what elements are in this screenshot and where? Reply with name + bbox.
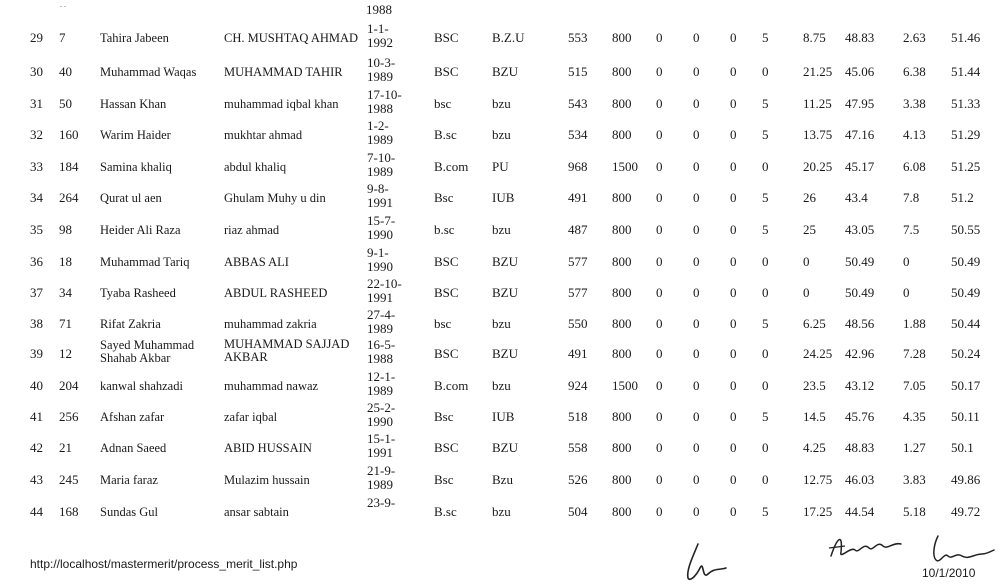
cell-merit: 51.2 (951, 190, 974, 205)
cell-degree: BSC (434, 64, 459, 79)
cell-father: Mulazim hussain (224, 473, 310, 487)
table-row (0, 119, 1000, 150)
cell-name: Sayed Muhammad Shahab Akbar (100, 338, 195, 365)
cell-university: bzu (492, 96, 511, 111)
cell-w-1: 0 (803, 285, 810, 300)
table-row (0, 496, 1000, 527)
cell-m-1: 0 (656, 222, 663, 237)
cell-dob: 16-5-1988 (367, 337, 396, 366)
cell-father: MUHAMMAD SAJJAD AKBAR (224, 337, 350, 364)
cell-w-3: 5.18 (903, 504, 926, 519)
cell-w-3: 0 (903, 285, 910, 300)
cell-merit: 51.44 (951, 64, 981, 79)
cell-w-1: 4.25 (803, 440, 826, 455)
cell-dob: 12-1-1989 (367, 369, 396, 398)
cell-obtained: 487 (568, 222, 588, 237)
cell-m-2: 0 (693, 316, 700, 331)
cell-w-2: 42.96 (845, 346, 875, 361)
cell-w-2: 50.49 (845, 254, 875, 269)
cell-dob: 23-9- (367, 495, 396, 510)
cell-father: abdul khaliq (224, 160, 287, 174)
cell-m-1: 0 (656, 472, 663, 487)
cell-total: 800 (612, 64, 632, 79)
cell-m-3: 0 (730, 378, 737, 393)
cell-w-2: 46.03 (845, 472, 875, 487)
cell-m-3: 0 (730, 254, 737, 269)
cell-m-1: 0 (656, 64, 663, 79)
cell-name: Afshan zafar (100, 410, 165, 424)
cell-w-1: 17.25 (803, 504, 833, 519)
cell-m-3: 0 (730, 222, 737, 237)
cell-obtained: 968 (568, 159, 588, 174)
cell-m-4: 0 (762, 285, 769, 300)
cell-w-1: 13.75 (803, 127, 833, 142)
cell-m-1: 0 (656, 96, 663, 111)
cell-m-2: 0 (693, 96, 700, 111)
cell-name: kanwal shahzadi (100, 379, 183, 393)
cell-w-1: 14.5 (803, 409, 826, 424)
cell-sno: 44 (30, 504, 43, 519)
cell-dob: 22-10-1991 (367, 276, 402, 305)
cell-obtained: 504 (568, 504, 588, 519)
cell-m-2: 0 (693, 285, 700, 300)
cell-obtained: 924 (568, 378, 588, 393)
cell-merit: 50.1 (951, 440, 974, 455)
cell-university: bzu (492, 316, 511, 331)
cell-m-2: 0 (693, 254, 700, 269)
cell-degree: B.com (434, 159, 469, 174)
cell-rank: 71 (59, 316, 72, 331)
cell-m-2: 0 (693, 504, 700, 519)
cell-university: B.Z.U (492, 30, 525, 45)
cell-obtained: 543 (568, 96, 588, 111)
table-row (0, 182, 1000, 213)
cell-w-3: 2.63 (903, 30, 926, 45)
cell-rank: 18 (59, 254, 72, 269)
table-row (0, 338, 1000, 369)
cell-m-2: 0 (693, 346, 700, 361)
cell-dob: 17-10-1988 (367, 87, 402, 116)
cell-total: 800 (612, 285, 632, 300)
cell-sno: 41 (30, 409, 43, 424)
cell-merit: 51.46 (951, 30, 981, 45)
cell-m-2: 0 (693, 378, 700, 393)
cell-total: 800 (612, 190, 632, 205)
cell-degree: BSC (434, 30, 459, 45)
cell-m-3: 0 (730, 127, 737, 142)
cell-w-1: 21.25 (803, 64, 833, 79)
cell-merit: 51.25 (951, 159, 981, 174)
cell-university: BZU (492, 64, 518, 79)
cell-merit: 51.33 (951, 96, 981, 111)
cell-name: Warim Haider (100, 128, 171, 142)
cell-sno: 40 (30, 378, 43, 393)
cell-dob: 1-1-1992 (367, 21, 393, 50)
cell-merit: 49.86 (951, 472, 981, 487)
cell-total: 800 (612, 504, 632, 519)
cell-m-4: 5 (762, 190, 769, 205)
cell-obtained: 515 (568, 64, 588, 79)
cell-obtained: 577 (568, 254, 588, 269)
cell-w-3: 7.5 (903, 222, 920, 237)
cell-name: Muhammad Waqas (100, 65, 197, 79)
cell-w-1: 11.25 (803, 96, 832, 111)
cell-sno: 31 (30, 96, 43, 111)
cell-w-3: 7.28 (903, 346, 926, 361)
cell-name: Adnan Saeed (100, 441, 167, 455)
cell-obtained: 534 (568, 127, 588, 142)
cell-university: BZU (492, 285, 518, 300)
cell-w-2: 48.56 (845, 316, 875, 331)
table-row (0, 214, 1000, 245)
cell-m-4: 0 (762, 472, 769, 487)
cell-degree: B.com (434, 378, 469, 393)
cell-total: 800 (612, 472, 632, 487)
cell-rank: 12 (59, 346, 72, 361)
cell-w-1: 23.5 (803, 378, 826, 393)
table-row (0, 464, 1000, 495)
cell-obtained: 553 (568, 30, 588, 45)
cell-degree: b.sc (434, 222, 455, 237)
cell-degree: Bsc (434, 409, 454, 424)
cell-sno: 38 (30, 316, 43, 331)
table-row (0, 151, 1000, 182)
cell-name: Maria faraz (100, 473, 158, 487)
cell-w-3: 3.83 (903, 472, 926, 487)
cell-university: bzu (492, 222, 511, 237)
table-row (0, 246, 1000, 277)
cell-degree: BSC (434, 254, 459, 269)
cell-m-1: 0 (656, 254, 663, 269)
cell-father: ABDUL RASHEED (224, 286, 328, 300)
cell-total: 800 (612, 316, 632, 331)
cell-merit: 50.49 (951, 285, 981, 300)
cell-dob: 9-1-1990 (367, 245, 393, 274)
cell-m-3: 0 (730, 285, 737, 300)
cell-merit: 50.17 (951, 378, 981, 393)
cell-rank: 40 (59, 64, 72, 79)
cell-obtained: 491 (568, 190, 588, 205)
cell-obtained: 526 (568, 472, 588, 487)
cell-w-2: 43.4 (845, 190, 868, 205)
cell-father: muhammad zakria (224, 317, 317, 331)
cell-sno: 36 (30, 254, 43, 269)
cell-m-2: 0 (693, 64, 700, 79)
cell-merit: 49.72 (951, 504, 981, 519)
cell-m-1: 0 (656, 30, 663, 45)
cell-father: mukhtar ahmad (224, 128, 303, 142)
cell-w-2: 45.17 (845, 159, 875, 174)
cell-rank: 204 (59, 378, 79, 393)
table-row (0, 432, 1000, 463)
cell-m-3: 0 (730, 346, 737, 361)
cell-father: ABBAS ALI (224, 255, 289, 269)
cell-obtained: 491 (568, 346, 588, 361)
cell-degree: Bsc (434, 472, 454, 487)
cell-merit: 50.24 (951, 346, 981, 361)
cell-total: 800 (612, 254, 632, 269)
cell-m-2: 0 (693, 472, 700, 487)
cell-obtained: 518 (568, 409, 588, 424)
cell-m-1: 0 (656, 409, 663, 424)
cell-w-3: 0 (903, 254, 910, 269)
signature-right (922, 532, 997, 568)
cell-m-4: 5 (762, 316, 769, 331)
cell-w-1: 24.25 (803, 346, 833, 361)
cell-obtained: 577 (568, 285, 588, 300)
cell-m-3: 0 (730, 30, 737, 45)
cell-m-4: 5 (762, 96, 769, 111)
cell-dob: 27-4-1989 (367, 307, 396, 336)
cell-dob: 15-1-1991 (367, 431, 396, 460)
cell-m-1: 0 (656, 190, 663, 205)
cell-name: Samina khaliq (100, 160, 172, 174)
cell-m-1: 0 (656, 378, 663, 393)
cell-father: CH. MUSHTAQ AHMAD (224, 31, 359, 45)
cell-w-1: 8.75 (803, 30, 826, 45)
table-row (0, 308, 1000, 339)
cell-obtained: 558 (568, 440, 588, 455)
print-date: 10/1/2010 (922, 566, 976, 580)
cell-father: Ghulam Muhy u din (224, 191, 326, 205)
cell-total: 1500 (612, 159, 638, 174)
cell-m-3: 0 (730, 409, 737, 424)
cell-father: ABID HUSSAIN (224, 441, 312, 455)
cell-dob: 10-3-1989 (367, 55, 396, 84)
cell-merit: 50.11 (951, 409, 980, 424)
cell-rank: 50 (59, 96, 72, 111)
cell-w-1: 12.75 (803, 472, 833, 487)
cell-dob: 21-9-1989 (367, 463, 396, 492)
cell-w-2: 47.16 (845, 127, 875, 142)
cell-m-3: 0 (730, 159, 737, 174)
cell-father: ansar sabtain (224, 505, 289, 519)
cell-degree: BSC (434, 285, 459, 300)
cell-m-3: 0 (730, 64, 737, 79)
cell-m-4: 5 (762, 222, 769, 237)
cell-m-4: 0 (762, 378, 769, 393)
cell-m-2: 0 (693, 127, 700, 142)
cell-m-3: 0 (730, 504, 737, 519)
cell-w-3: 6.08 (903, 159, 926, 174)
cell-name: Tyaba Rasheed (100, 286, 176, 300)
cell-sno: 43 (30, 472, 43, 487)
cell-w-2: 45.76 (845, 409, 875, 424)
cell-m-3: 0 (730, 96, 737, 111)
cell-w-1: 25 (803, 222, 816, 237)
cell-merit: 51.29 (951, 127, 981, 142)
cell-total: 800 (612, 440, 632, 455)
table-row (0, 370, 1000, 401)
cell-w-2: 50.49 (845, 285, 875, 300)
cell-dob: 9-8-1991 (367, 181, 393, 210)
cell-m-2: 0 (693, 30, 700, 45)
cell-w-3: 3.38 (903, 96, 926, 111)
cell-university: BZU (492, 346, 518, 361)
cell-sno: 42 (30, 440, 43, 455)
cell-m-2: 0 (693, 409, 700, 424)
signature-middle (825, 526, 910, 566)
cell-total: 800 (612, 96, 632, 111)
cell-father: riaz ahmad (224, 223, 280, 237)
table-row (0, 56, 1000, 87)
cell-m-1: 0 (656, 285, 663, 300)
table-row (0, 88, 1000, 119)
cell-w-2: 48.83 (845, 30, 875, 45)
page-url: http://localhost/mastermerit/process_merit_list.php (30, 557, 298, 571)
cell-sno: 30 (30, 64, 43, 79)
cell-university: BZU (492, 254, 518, 269)
cell-merit: 50.44 (951, 316, 981, 331)
cell-m-4: 5 (762, 409, 769, 424)
cell-name: Rifat Zakria (100, 317, 161, 331)
cell-university: BZU (492, 440, 518, 455)
cell-m-4: 0 (762, 440, 769, 455)
cell-m-4: 5 (762, 127, 769, 142)
cell-m-1: 0 (656, 127, 663, 142)
cell-total: 800 (612, 409, 632, 424)
cell-dob: 15-7-1990 (367, 213, 396, 242)
cell-rank: 98 (59, 222, 72, 237)
cell-sno: 33 (30, 159, 43, 174)
cell-name: Sundas Gul (100, 505, 158, 519)
cell-degree: B.sc (434, 127, 457, 142)
scan-specks: . . (60, 0, 66, 9)
cell-merit: 50.55 (951, 222, 981, 237)
cell-m-2: 0 (693, 222, 700, 237)
cell-w-1: 26 (803, 190, 816, 205)
cell-rank: 21 (59, 440, 72, 455)
cell-m-3: 0 (730, 190, 737, 205)
cell-m-3: 0 (730, 440, 737, 455)
cell-sno: 32 (30, 127, 43, 142)
cell-sno: 34 (30, 190, 43, 205)
cell-university: bzu (492, 127, 511, 142)
cell-father: zafar iqbal (224, 410, 278, 424)
cell-university: IUB (492, 409, 515, 424)
cell-m-2: 0 (693, 159, 700, 174)
cell-rank: 184 (59, 159, 79, 174)
cell-dob: 7-10-1989 (367, 150, 396, 179)
cell-w-2: 48.83 (845, 440, 875, 455)
cell-w-3: 1.88 (903, 316, 926, 331)
cell-m-4: 5 (762, 504, 769, 519)
cell-w-2: 43.05 (845, 222, 875, 237)
cell-m-1: 0 (656, 440, 663, 455)
cell-total: 800 (612, 30, 632, 45)
cell-rank: 34 (59, 285, 72, 300)
cell-m-4: 0 (762, 346, 769, 361)
cell-degree: bsc (434, 316, 452, 331)
cell-w-3: 1.27 (903, 440, 926, 455)
cell-total: 800 (612, 127, 632, 142)
cell-m-1: 0 (656, 159, 663, 174)
cell-sno: 39 (30, 346, 43, 361)
cell-university: Bzu (492, 472, 513, 487)
cell-university: IUB (492, 190, 515, 205)
cell-rank: 264 (59, 190, 79, 205)
cell-university: bzu (492, 504, 511, 519)
cell-w-3: 6.38 (903, 64, 926, 79)
cell-m-4: 0 (762, 64, 769, 79)
cell-w-2: 45.06 (845, 64, 875, 79)
cell-m-3: 0 (730, 472, 737, 487)
cell-w-3: 4.13 (903, 127, 926, 142)
cell-degree: B.sc (434, 504, 457, 519)
cell-m-2: 0 (693, 440, 700, 455)
cell-father: muhammad nawaz (224, 379, 319, 393)
cell-m-3: 0 (730, 316, 737, 331)
cell-rank: 7 (59, 30, 66, 45)
cell-sno: 35 (30, 222, 43, 237)
cell-rank: 168 (59, 504, 79, 519)
cell-name: Hassan Khan (100, 97, 167, 111)
cell-m-4: 0 (762, 254, 769, 269)
cell-total: 800 (612, 346, 632, 361)
cell-rank: 160 (59, 127, 79, 142)
cell-w-1: 6.25 (803, 316, 826, 331)
cell-w-3: 7.05 (903, 378, 926, 393)
cell-w-1: 0 (803, 254, 810, 269)
cell-m-1: 0 (656, 316, 663, 331)
cell-father: MUHAMMAD TAHIR (224, 65, 343, 79)
cell-m-1: 0 (656, 504, 663, 519)
cell-name: Qurat ul aen (100, 191, 162, 205)
cell-m-4: 5 (762, 30, 769, 45)
cell-rank: 256 (59, 409, 79, 424)
cell-w-1: 20.25 (803, 159, 833, 174)
cell-m-1: 0 (656, 346, 663, 361)
table-row (0, 22, 1000, 53)
signature-left (680, 540, 740, 584)
cell-w-3: 7.8 (903, 190, 920, 205)
cell-w-2: 43.12 (845, 378, 875, 393)
cell-w-2: 44.54 (845, 504, 875, 519)
table-row (0, 277, 1000, 308)
cell-m-4: 0 (762, 159, 769, 174)
cell-university: bzu (492, 378, 511, 393)
cell-total: 800 (612, 222, 632, 237)
cell-sno: 29 (30, 30, 43, 45)
cell-merit: 50.49 (951, 254, 981, 269)
cell-father: muhammad iqbal khan (224, 97, 339, 111)
cell-total: 1500 (612, 378, 638, 393)
cell-rank: 245 (59, 472, 79, 487)
cell-degree: bsc (434, 96, 452, 111)
cell-dob: 25-2-1990 (367, 400, 396, 429)
cell-degree: Bsc (434, 190, 454, 205)
cell-sno: 37 (30, 285, 43, 300)
carryover-date: 1988 (366, 2, 392, 17)
cell-w-2: 47.95 (845, 96, 875, 111)
cell-m-2: 0 (693, 190, 700, 205)
cell-w-3: 4.35 (903, 409, 926, 424)
cell-degree: BSC (434, 346, 459, 361)
cell-degree: BSC (434, 440, 459, 455)
cell-name: Heider Ali Raza (100, 223, 181, 237)
cell-university: PU (492, 159, 509, 174)
cell-dob: 1-2-1989 (367, 118, 393, 147)
table-row (0, 401, 1000, 432)
cell-name: Tahira Jabeen (100, 31, 169, 45)
cell-obtained: 550 (568, 316, 588, 331)
cell-name: Muhammad Tariq (100, 255, 190, 269)
